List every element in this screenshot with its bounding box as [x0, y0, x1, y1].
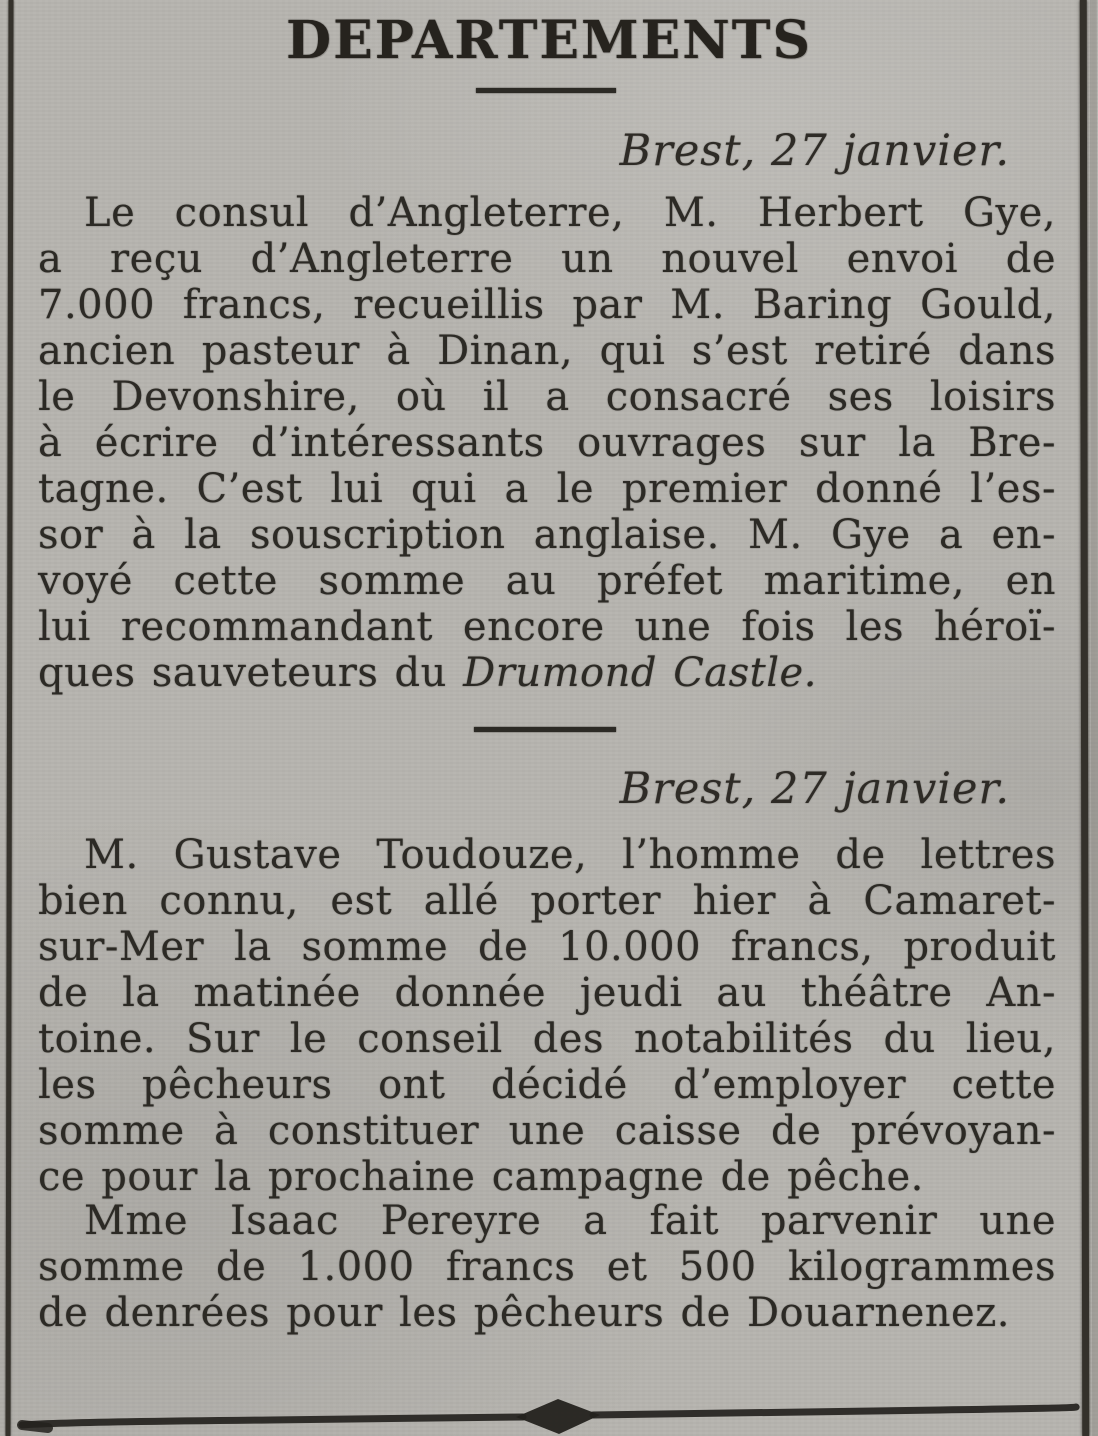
text-line: 7.000 francs, recueillis par M. Baring Gould,	[38, 282, 1056, 328]
right-column-rule	[1080, 0, 1090, 1436]
title-divider-rule	[476, 88, 616, 93]
text-line: tagne. C’est lui qui a le premier donné l’es-	[38, 466, 1056, 512]
dateline-article-1: Brest, 27 janvier.	[619, 126, 1010, 176]
left-column-rule	[5, 0, 13, 1436]
text-line: somme à constituer une caisse de prévoyan-	[38, 1108, 1056, 1154]
article-1-paragraph	[38, 190, 1056, 696]
section-divider-rule	[474, 727, 616, 732]
text-line: ce pour la prochaine campagne de pêche.	[38, 1154, 924, 1200]
section-title: DEPARTEMENTS	[286, 10, 812, 71]
text-line: ancien pasteur à Dinan, qui s’est retiré dans	[38, 328, 1056, 374]
text-line: lui recommandant encore une fois les héroï-	[38, 604, 1056, 650]
article-2-paragraph-1	[38, 832, 1056, 1200]
article-2-paragraph-2	[38, 1198, 1056, 1336]
text-line: voyé cette somme au préfet maritime, en	[38, 558, 1056, 604]
text-line: de denrées pour les pêcheurs de Douarnenez.	[38, 1290, 1010, 1336]
bottom-swelled-rule	[0, 1388, 1098, 1436]
text-line-with-ship-name	[38, 650, 1056, 696]
text-line: sor à la souscription anglaise. M. Gye a en-	[38, 512, 1056, 558]
text-line: bien connu, est allé porter hier à Camaret-	[38, 878, 1056, 924]
text-line: à écrire d’intéressants ouvrages sur la Bre-	[38, 420, 1056, 466]
text-line: le Devonshire, où il a consacré ses loisirs	[38, 374, 1056, 420]
text-line: Le consul d’Angleterre, M. Herbert Gye,	[84, 190, 1056, 236]
ship-name-italic: Drumond Castle.	[463, 650, 817, 696]
text-line: de la matinée donnée jeudi au théâtre An-	[38, 970, 1056, 1016]
text-fragment: ques sauveteurs du	[38, 650, 464, 696]
text-line: sur-Mer la somme de 10.000 francs, produit	[38, 924, 1056, 970]
dateline-article-2: Brest, 27 janvier.	[619, 764, 1010, 814]
text-line: somme de 1.000 francs et 500 kilogrammes	[38, 1244, 1056, 1290]
text-line: M. Gustave Toudouze, l’homme de lettres	[84, 832, 1056, 878]
text-line: toine. Sur le conseil des notabilités du lieu,	[38, 1016, 1056, 1062]
text-line: a reçu d’Angleterre un nouvel envoi de	[38, 236, 1056, 282]
text-line: les pêcheurs ont décidé d’employer cette	[38, 1062, 1056, 1108]
text-line: Mme Isaac Pereyre a fait parvenir une	[84, 1198, 1056, 1244]
